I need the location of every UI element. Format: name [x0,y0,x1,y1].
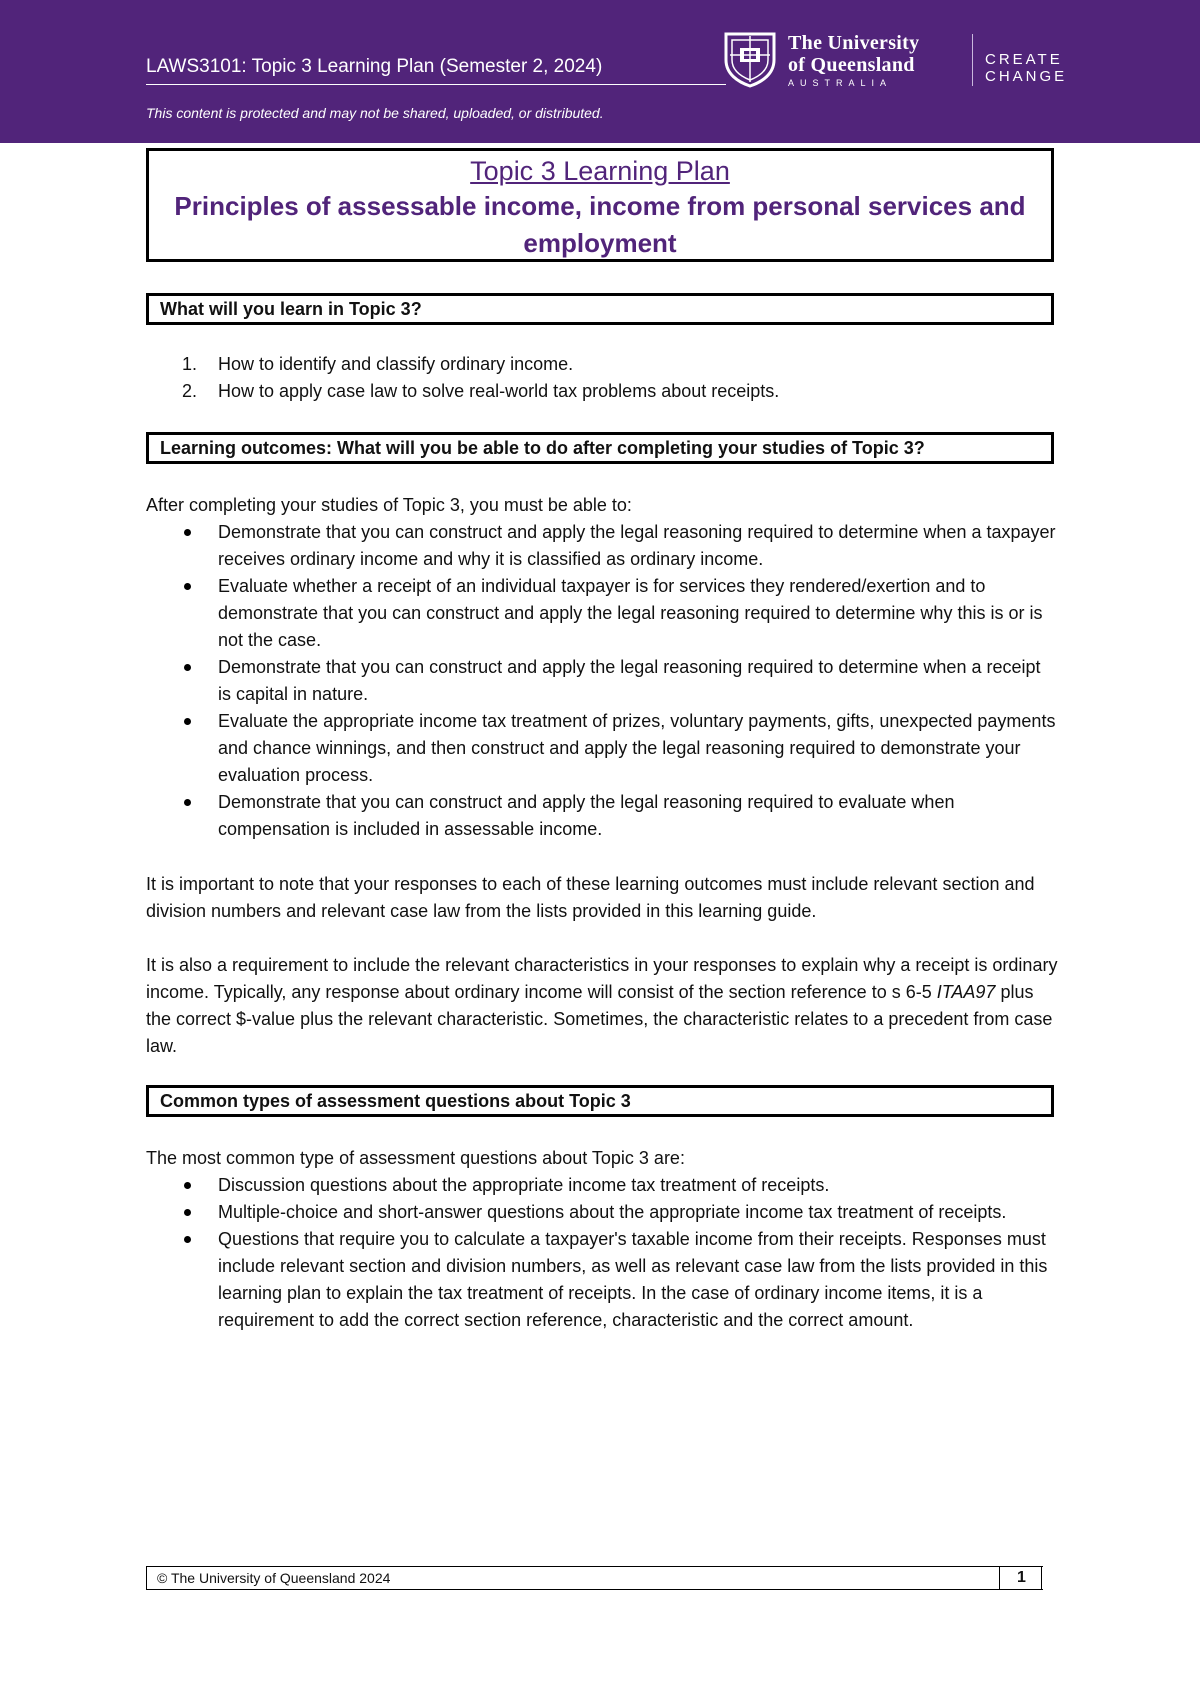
assessment-list [146,1172,1058,1334]
bullet-icon [184,529,191,536]
list-number: 1. [182,354,198,374]
course-title: LAWS3101: Topic 3 Learning Plan (Semester 2, 2024) [146,56,726,85]
list-item [146,519,1058,573]
list-number: 2. [182,381,198,401]
outcomes-heading: Learning outcomes: What will you be able to do after completing your studies of Topic 3? [146,432,1054,464]
document-header [0,0,1200,143]
uq-tagline: CREATE CHANGE [985,51,1068,85]
note-text: It is also a requirement to include the relevant characteristics in your responses to explain why a receipt is ordinary income. Typically, any response about ordinary income will consist of the section reference to s 6-5 [146,955,1058,1002]
list-text: How to identify and classify ordinary income. [218,354,574,374]
uq-crest-icon [722,30,778,88]
bullet-icon [184,583,191,590]
list-item [146,378,1046,405]
list-item [146,1226,1058,1334]
bullet-icon [184,1236,191,1243]
bullet-icon [184,1182,191,1189]
list-item [146,351,1046,378]
assessment-intro: The most common type of assessment questions about Topic 3 are: [146,1148,685,1168]
list-text: Demonstrate that you can construct and apply the legal reasoning required to determine when a receipt is capital in nature. [218,657,1041,704]
list-item [146,573,1058,654]
copyright: © The University of Queensland 2024 [157,1570,391,1586]
document-title: Topic 3 Learning Plan [470,156,730,186]
list-text: Questions that require you to calculate a taxpayer's taxable income from their receipts. Responses must include relevant section and division numbers, as well as relevant case law from the lists provided in this learning plan to explain the tax treatment of receipts. In the case of ordinary income items, it is a requirement to add the correct section reference, characteristic and the correct amount. [218,1229,1048,1330]
logo-divider [972,34,973,86]
footer [146,1566,1042,1590]
outcomes-note-1: It is important to note that your responses to each of these learning outcomes must include relevant section and division numbers and relevant case law from the lists provided in this learning guide. [146,874,1035,921]
list-item [146,708,1058,789]
bullet-icon [184,799,191,806]
page-number: 1 [999,1566,1043,1590]
bullet-icon [184,1209,191,1216]
list-text: Multiple-choice and short-answer questions about the appropriate income tax treatment of receipts. [218,1202,1007,1222]
note-text: plus the correct $-value plus the relevant characteristic. Sometimes, the characteristic relates to a precedent from case law. [146,982,1053,1056]
list-text: Evaluate the appropriate income tax treatment of prizes, voluntary payments, gifts, unexpected payments and chance winnings, and then construct and apply the legal reasoning required to demonstrate your evaluation process. [218,711,1056,785]
document-subtitle: Principles of assessable income, income from personal services and employment [174,191,1026,258]
outcomes-note-2 [146,952,1058,1060]
outcomes-intro: After completing your studies of Topic 3, you must be able to: [146,495,632,515]
list-text: How to apply case law to solve real-world tax problems about receipts. [218,381,780,401]
list-text: Demonstrate that you can construct and apply the legal reasoning required to evaluate when compensation is included in assessable income. [218,792,955,839]
learn-list [146,351,1046,405]
list-item [146,654,1058,708]
title-box [146,148,1054,262]
list-item [146,1199,1058,1226]
uq-name-line2: of Queensland [788,54,915,76]
list-item [146,1172,1058,1199]
outcomes-list [146,519,1058,843]
uq-name-line1: The University [788,32,920,54]
list-text: Demonstrate that you can construct and apply the legal reasoning required to determine when a taxpayer receives ordinary income and why it is classified as ordinary income. [218,522,1056,569]
learn-heading: What will you learn in Topic 3? [146,293,1054,325]
list-text: Evaluate whether a receipt of an individual taxpayer is for services they rendered/exertion and to demonstrate that you can construct and apply the legal reasoning required to determine why this is or is not the case. [218,576,1043,650]
assessment-heading: Common types of assessment questions about Topic 3 [146,1085,1054,1117]
protection-notice: This content is protected and may not be shared, uploaded, or distributed. [146,105,604,121]
list-item [146,789,1058,843]
note-act-name: ITAA97 [936,982,996,1002]
uq-name [788,32,919,76]
bullet-icon [184,664,191,671]
list-text: Discussion questions about the appropriate income tax treatment of receipts. [218,1175,830,1195]
bullet-icon [184,718,191,725]
uq-country: AUSTRALIA [788,78,893,88]
uq-logo [722,30,1142,92]
